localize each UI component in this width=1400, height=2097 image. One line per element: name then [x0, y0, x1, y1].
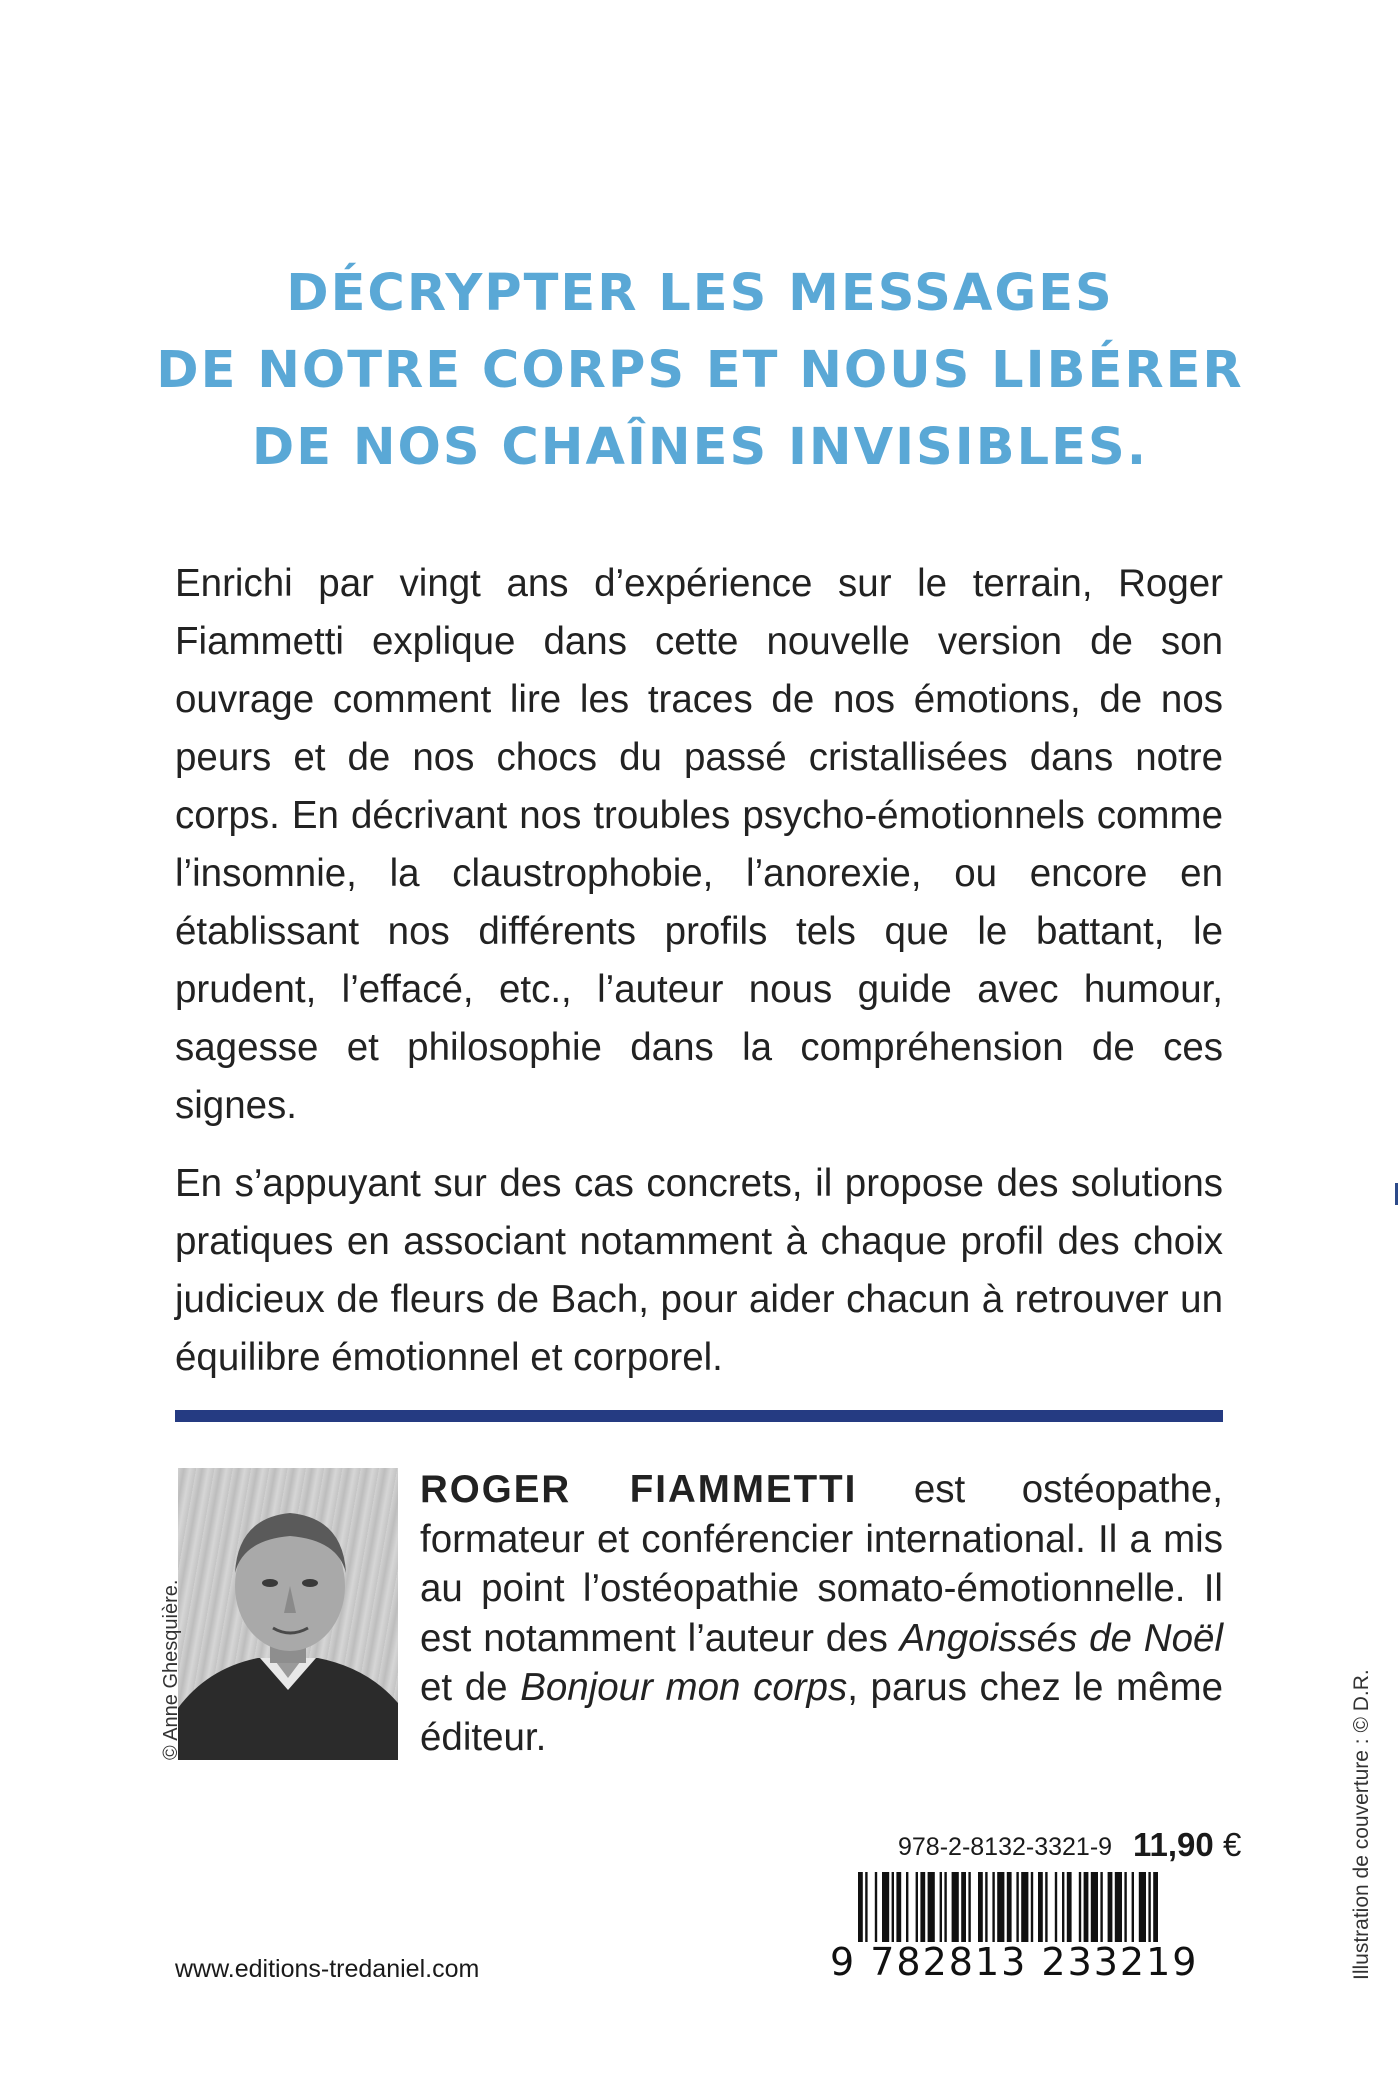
isbn: 978-2-8132-3321-9: [898, 1833, 1113, 1861]
barcode-bar: [916, 1872, 918, 1942]
author-bio-text-2: et de: [420, 1666, 521, 1709]
author-photo: [178, 1468, 398, 1760]
section-divider: [175, 1410, 1223, 1422]
barcode-bar: [1084, 1872, 1089, 1942]
barcode-bar: [875, 1872, 877, 1942]
barcode-bar: [906, 1872, 908, 1942]
publisher-website: www.editions-tredaniel.com: [175, 1955, 480, 1983]
barcode-bar: [940, 1872, 942, 1942]
barcode-bar: [1067, 1872, 1072, 1942]
barcode-bar: [997, 1872, 1004, 1942]
barcode-bar: [1031, 1872, 1033, 1942]
book-title-1: Angoissés de Noël: [899, 1616, 1223, 1660]
barcode-bar: [882, 1872, 889, 1942]
headline-line-3: DE NOS CHAÎNES INVISIBLES.: [251, 418, 1149, 477]
barcode-bar: [865, 1872, 867, 1942]
barcode-bar: [1153, 1872, 1158, 1942]
price-currency: €: [1222, 1826, 1242, 1863]
barcode-bar: [992, 1872, 994, 1942]
barcode-bar: [1079, 1872, 1081, 1942]
author-name: ROGER FIAMMETTI: [420, 1468, 858, 1511]
price-amount: 11,90: [1133, 1826, 1214, 1863]
barcode-bar: [892, 1872, 894, 1942]
barcode-digits: 9 782813 233219: [830, 1940, 1199, 1984]
barcode-bar: [858, 1872, 863, 1942]
barcode-bar: [1100, 1872, 1102, 1942]
barcode-bar: [1055, 1872, 1057, 1942]
barcode-bar: [961, 1872, 966, 1942]
photo-credit: © Anne Ghesquière.: [160, 1579, 182, 1760]
barcode-bar: [896, 1872, 901, 1942]
barcode-bar: [1021, 1872, 1028, 1942]
price: [1133, 1826, 1241, 1864]
author-bio-text-1: est ostéopathe, formateur et conférencier international. Il a mis au point l’ostéopathie somato-émotionnelle. Il est notamment l’auteur des: [420, 1468, 1223, 1660]
headline-line-2: DE NOTRE CORPS ET NOUS LIBÉRER: [156, 341, 1244, 400]
barcode-bar: [1115, 1872, 1122, 1942]
barcode-bar: [985, 1872, 987, 1942]
barcode-bar: [1007, 1872, 1012, 1942]
barcode-bar: [1038, 1872, 1043, 1942]
author-bio: [420, 1465, 1223, 1762]
headline-line-1: DÉCRYPTER LES MESSAGES: [286, 264, 1114, 323]
headline: [140, 255, 1260, 486]
barcode-bar: [1045, 1872, 1047, 1942]
barcode-bar: [1124, 1872, 1126, 1942]
barcode-bar: [978, 1872, 983, 1942]
barcode-bar: [1139, 1872, 1146, 1942]
barcode-bar: [1062, 1872, 1064, 1942]
author-bio-text-3: , parus chez le même éditeur.: [420, 1666, 1224, 1759]
book-title-2: Bonjour mon corps: [520, 1666, 848, 1709]
barcode-bar: [944, 1872, 946, 1942]
cover-illustration-credit: Illustration de couverture : © D.R.: [1350, 1669, 1373, 1980]
barcode-bar: [920, 1872, 925, 1942]
barcode-bar: [1132, 1872, 1134, 1942]
barcode-bar: [952, 1872, 959, 1942]
description-paragraph-1: Enrichi par vingt ans d’expérience sur le terrain, Roger Fiammetti explique dans cette nouvelle version de son ouvrage comment lire les traces de nos émotions, de nos peurs et de nos chocs du passé cristallisées dans notre corps. En décrivant nos troubles psycho-émotionnels comme l’insomnie, la claustrophobie, l’anorexie, ou encore en établissant nos différents profils tels que le battant, le prudent, l’effacé, etc., l’auteur nous guide avec humour, sagesse et philosophie dans la compréhension de ces signes.: [175, 562, 1223, 1127]
barcode-bar: [1148, 1872, 1150, 1942]
barcode-bar: [1108, 1872, 1113, 1942]
barcode-bar: [1091, 1872, 1098, 1942]
barcode-bar: [928, 1872, 935, 1942]
barcode-bar: [968, 1872, 970, 1942]
edge-mark: [1395, 1183, 1398, 1205]
barcode-bar: [1016, 1872, 1018, 1942]
author-portrait-illustration: [178, 1468, 398, 1760]
description-paragraph-2: En s’appuyant sur des cas concrets, il propose des solutions pratiques en associant notamment à chaque profil des choix judicieux de fleurs de Bach, pour aider chacun à retrouver un équilibre émotionnel et corporel.: [175, 1162, 1223, 1379]
